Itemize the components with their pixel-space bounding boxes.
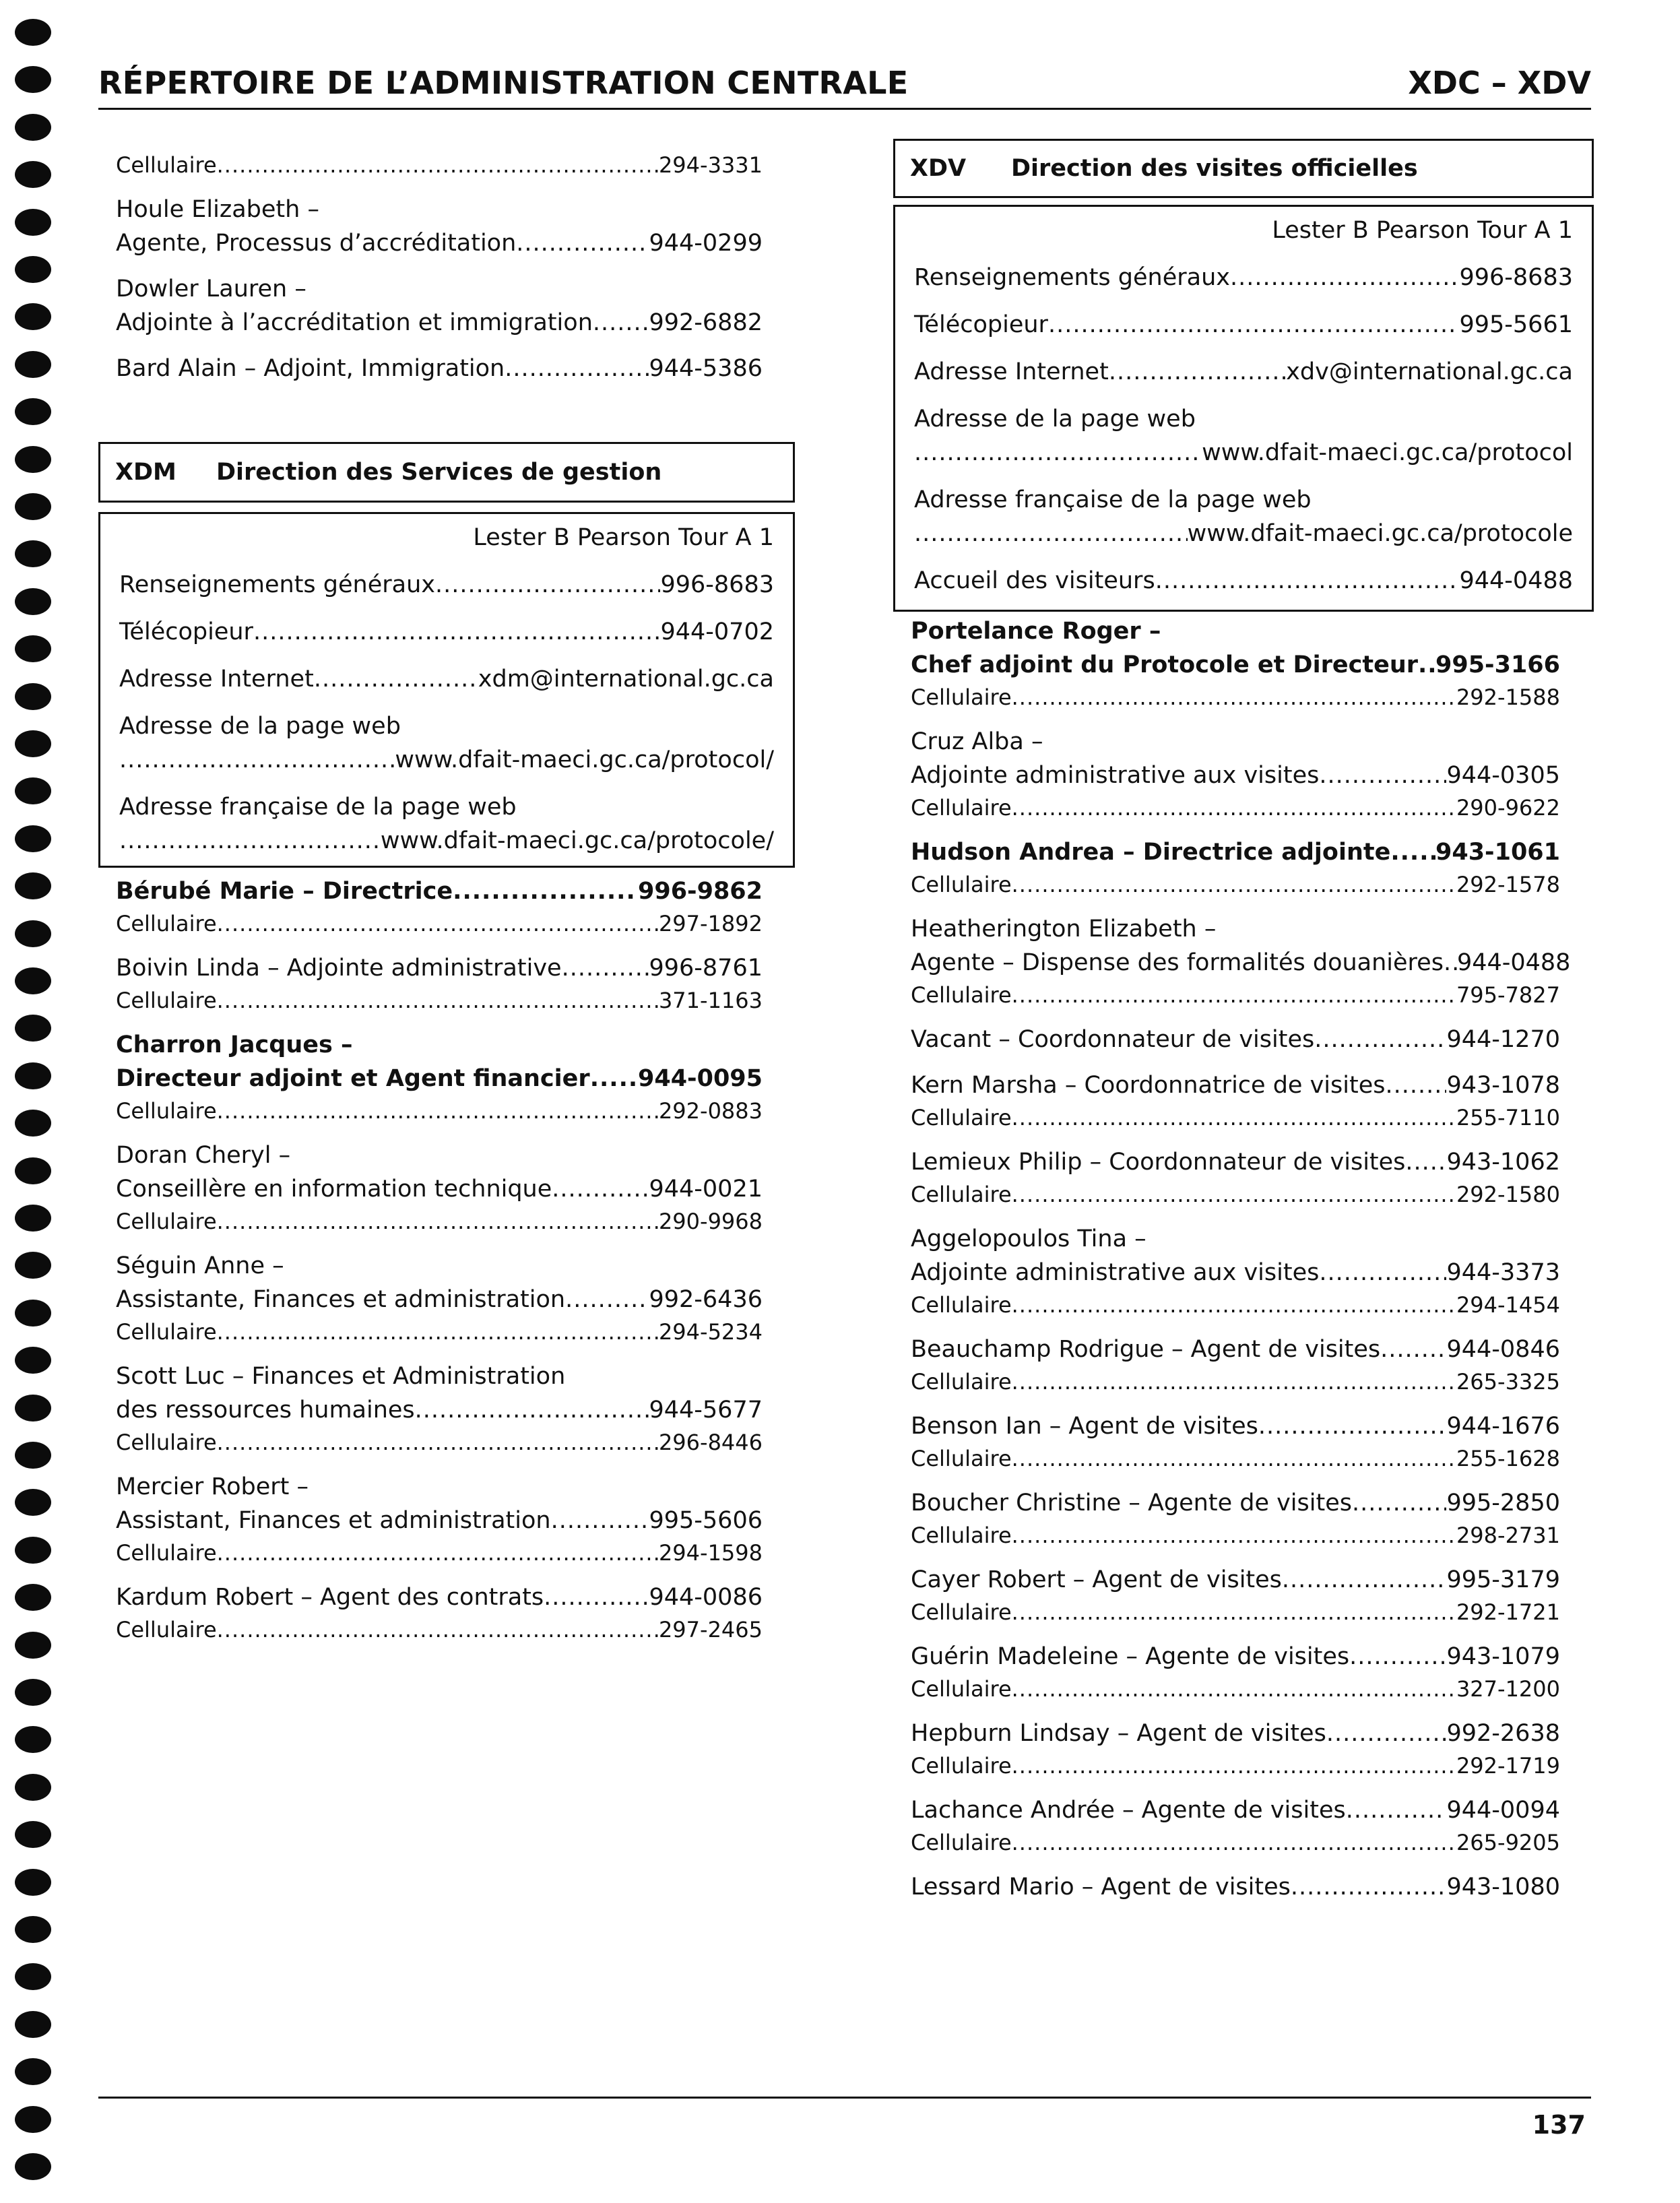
- cell-number: 290-9968: [658, 1209, 763, 1234]
- cell-number: 371-1163: [658, 988, 763, 1013]
- binding-hole: [15, 2153, 51, 2180]
- cell-phone-row: [116, 1095, 763, 1126]
- section-header-xdv: [893, 139, 1594, 198]
- staff-title: des ressources humaines: [116, 1397, 415, 1424]
- phone-number: 995-3179: [1446, 1566, 1560, 1593]
- binding-hole: [15, 1632, 51, 1659]
- cell-number: 292-0883: [658, 1098, 763, 1124]
- section-header-xdm: [98, 442, 795, 503]
- staff-phone-row: [911, 1486, 1560, 1520]
- binding-hole: [15, 635, 51, 662]
- binding-hole: [15, 967, 51, 994]
- cell-label: Cellulaire: [911, 684, 1012, 710]
- staff-name: Scott Luc – Finances et Administration: [116, 1363, 566, 1390]
- cell-number: 292-1580: [1456, 1182, 1560, 1207]
- binding-hole: [15, 1062, 51, 1089]
- staff-phone-row: [911, 1640, 1560, 1673]
- binding-hole: [15, 1963, 51, 1990]
- fax: Télécopieur ..... 995-5661: [914, 308, 1573, 342]
- staff-entry: [116, 1249, 763, 1347]
- staff-title: Vacant – Coordonnateur de visites: [911, 1026, 1315, 1053]
- phone-number: 944-0305: [1446, 762, 1560, 789]
- binding-hole: [15, 209, 51, 236]
- binding-hole: [15, 1157, 51, 1184]
- staff-entry: [911, 1023, 1560, 1056]
- binding-hole: [15, 1015, 51, 1042]
- staff-phone-row: [116, 874, 763, 908]
- staff-entry: [911, 1793, 1560, 1858]
- binding-hole: [15, 1726, 51, 1753]
- cell-label: Cellulaire: [116, 1209, 217, 1234]
- binding-hole: [15, 540, 51, 567]
- binding-hole: [15, 1442, 51, 1469]
- web-address-fr: Adresse française de la page web ..... www.dfait-maeci.gc.ca/protocole/: [119, 790, 774, 858]
- phone-number: 944-0488: [1456, 949, 1571, 976]
- cell-label: Cellulaire: [911, 1753, 1012, 1779]
- section-title: Direction des visites officielles: [1011, 155, 1418, 182]
- staff-entry: [116, 874, 763, 939]
- cell-label: Cellulaire: [116, 911, 217, 936]
- binding-hole: [15, 1347, 51, 1374]
- cell-phone-row: [911, 1597, 1560, 1628]
- binding-hole: [15, 303, 51, 330]
- staff-phone-row: [911, 835, 1560, 869]
- staff-name: Charron Jacques –: [116, 1031, 353, 1058]
- cell-phone-row: [911, 1827, 1560, 1858]
- staff-phone-row: [911, 1145, 1560, 1179]
- staff-phone-row: [911, 1793, 1560, 1827]
- cell-phone-row: [911, 980, 1560, 1011]
- staff-phone-row: [911, 1563, 1560, 1597]
- staff-phone-row: [911, 1870, 1560, 1904]
- cell-phone-row: [911, 1673, 1560, 1704]
- staff-phone-row: [116, 1581, 763, 1614]
- cell-label: Cellulaire: [911, 1599, 1012, 1625]
- cell-number: 292-1721: [1456, 1599, 1560, 1625]
- cell-number: 297-1892: [658, 911, 763, 936]
- staff-title: Kern Marsha – Coordonnatrice de visites: [911, 1072, 1386, 1099]
- staff-entry: [911, 725, 1560, 823]
- cell-label: Cellulaire: [911, 1523, 1012, 1548]
- web-address-fr: Adresse française de la page web ..... www.dfait-maeci.gc.ca/protocole: [914, 483, 1573, 550]
- cell-phone-row: [911, 1750, 1560, 1781]
- cell-phone-row: [911, 1179, 1560, 1210]
- staff-title: Chef adjoint du Protocole et Directeur: [911, 651, 1418, 678]
- phone-number: 944-1270: [1446, 1026, 1560, 1053]
- binding-hole: [15, 730, 51, 757]
- general-info: Renseignements généraux ..... 996-8683: [119, 568, 774, 602]
- cell-phone-row: [911, 792, 1560, 823]
- cell-number: 294-1454: [1456, 1292, 1560, 1318]
- binding-hole: [15, 1300, 51, 1327]
- staff-title: Bérubé Marie – Directrice: [116, 878, 453, 905]
- binding-hole: [15, 1537, 51, 1564]
- staff-entry: [911, 835, 1560, 900]
- staff-phone-row: [116, 1283, 763, 1316]
- phone-number: 943-1079: [1446, 1643, 1560, 1670]
- cell-number: 265-9205: [1456, 1830, 1560, 1855]
- header-rule: [98, 108, 1591, 110]
- staff-phone-row: [116, 1504, 763, 1537]
- phone-number: 944-0094: [1446, 1797, 1560, 1824]
- cell-label: Cellulaire: [116, 1617, 217, 1642]
- phone-number: 996-8761: [649, 955, 763, 982]
- section-code: XDM: [115, 459, 176, 486]
- cell-number: 294-5234: [658, 1319, 763, 1345]
- staff-entry: [911, 1640, 1560, 1704]
- phone-number: 944-0086: [649, 1584, 763, 1611]
- phone-number: 944-5677: [649, 1397, 763, 1424]
- phone-number: 943-1061: [1435, 839, 1560, 866]
- binding-hole: [15, 1774, 51, 1801]
- phone-number: 995-2850: [1446, 1490, 1560, 1516]
- staff-title: Lessard Mario – Agent de visites: [911, 1874, 1291, 1901]
- cell-number: 290-9622: [1456, 795, 1560, 821]
- binding-hole: [15, 1869, 51, 1896]
- staff-entry: [116, 1139, 763, 1237]
- binding-hole: [15, 1489, 51, 1516]
- cell-label: Cellulaire: [911, 872, 1012, 897]
- staff-title: Hepburn Lindsay – Agent de visites: [911, 1720, 1326, 1747]
- binding-hole: [15, 683, 51, 710]
- page-title: RÉPERTOIRE DE L’ADMINISTRATION CENTRALE: [98, 65, 909, 101]
- staff-phone-row: [116, 951, 763, 985]
- binding-hole: [15, 825, 51, 852]
- staff-name: Cruz Alba –: [911, 728, 1043, 755]
- staff-name: Doran Cheryl –: [116, 1142, 291, 1169]
- staff-title: Directeur adjoint et Agent financier: [116, 1065, 590, 1092]
- binding-hole: [15, 1821, 51, 1848]
- cell-number: 297-2465: [658, 1617, 763, 1642]
- cell-phone-row: [911, 1366, 1560, 1397]
- cell-phone-row: [911, 1520, 1560, 1551]
- list-item: Dowler Lauren – Adjointe à l’accréditation et immigration ..... 992-6882: [116, 272, 763, 340]
- cell-phone-row: [911, 1102, 1560, 1133]
- binding-hole: [15, 19, 51, 46]
- staff-entry: [116, 1360, 763, 1458]
- web-address: Adresse de la page web ..... www.dfait-maeci.gc.ca/protocol/: [119, 709, 774, 777]
- xdv-staff-list: [911, 614, 1571, 1904]
- cell-label: Cellulaire: [911, 1369, 1012, 1395]
- binding-hole: [15, 1252, 51, 1279]
- binding-hole: [15, 2058, 51, 2085]
- staff-phone-row: [911, 759, 1560, 792]
- staff-title: Cayer Robert – Agent de visites: [911, 1566, 1282, 1593]
- binding-hole: [15, 256, 51, 283]
- staff-phone-row: [116, 1393, 763, 1427]
- phone-number: 944-1676: [1446, 1413, 1560, 1440]
- cell-number: 255-7110: [1456, 1105, 1560, 1130]
- list-item: Cellulaire ..... 294-3331: [116, 150, 763, 181]
- phone-number: 944-3373: [1446, 1259, 1560, 1286]
- staff-phone-row: [911, 1333, 1560, 1366]
- staff-entry: [911, 614, 1560, 713]
- section-title: Direction des Services de gestion: [216, 459, 662, 486]
- staff-entry: [911, 912, 1571, 1011]
- binding-hole: [15, 398, 51, 425]
- general-info: Renseignements généraux ..... 996-8683: [914, 261, 1573, 294]
- cell-label: Cellulaire: [116, 1098, 217, 1124]
- cell-label: Cellulaire: [911, 1182, 1012, 1207]
- staff-phone-row: [911, 648, 1560, 682]
- cell-number: 292-1588: [1456, 684, 1560, 710]
- fax: Télécopieur ..... 944-0702: [119, 615, 774, 649]
- list-item: Bard Alain – Adjoint, Immigration ..... 944-5386: [116, 352, 763, 385]
- binding-holes: [15, 0, 55, 2203]
- staff-phone-row: [116, 1062, 763, 1095]
- cell-label: Cellulaire: [116, 1430, 217, 1455]
- cell-phone-row: [116, 985, 763, 1016]
- cell-label: Cellulaire: [911, 1446, 1012, 1471]
- staff-entry: [911, 1717, 1560, 1781]
- staff-phone-row: [911, 1256, 1560, 1289]
- phone-number: 996-9862: [638, 878, 763, 905]
- staff-entry: [911, 1563, 1560, 1628]
- staff-title: Conseillère en information technique: [116, 1176, 552, 1203]
- cell-phone-row: [116, 1206, 763, 1237]
- cell-phone-row: [911, 1443, 1560, 1474]
- cell-label: Cellulaire: [116, 1540, 217, 1566]
- binding-hole: [15, 493, 51, 520]
- cell-number: 795-7827: [1456, 982, 1560, 1008]
- phone-number: 992-2638: [1446, 1720, 1560, 1747]
- staff-title: Benson Ian – Agent de visites: [911, 1413, 1258, 1440]
- staff-phone-row: [911, 1023, 1560, 1056]
- staff-entry: [116, 951, 763, 1016]
- list-item: Houle Elizabeth – Agente, Processus d’accréditation ..... 944-0299: [116, 193, 763, 260]
- binding-hole: [15, 777, 51, 804]
- cell-label: Cellulaire: [911, 1105, 1012, 1130]
- binding-hole: [15, 1395, 51, 1422]
- binding-hole: [15, 114, 51, 141]
- cell-label: Cellulaire: [116, 988, 217, 1013]
- cell-number: 294-1598: [658, 1540, 763, 1566]
- email: Adresse Internet ..... xdm@international.gc.ca: [119, 662, 774, 696]
- cell-phone-row: [116, 908, 763, 939]
- staff-title: Lemieux Philip – Coordonnateur de visites: [911, 1149, 1406, 1176]
- reception: Accueil des visiteurs ..... 944-0488: [914, 564, 1573, 598]
- staff-title: Assistant, Finances et administration: [116, 1507, 551, 1534]
- staff-title: Beauchamp Rodrigue – Agent de visites: [911, 1336, 1381, 1363]
- binding-hole: [15, 66, 51, 93]
- location: Lester B Pearson Tour A 1: [473, 524, 774, 551]
- staff-title: Boucher Christine – Agente de visites: [911, 1490, 1352, 1516]
- staff-entry: [911, 1333, 1560, 1397]
- cell-phone-row: [116, 1537, 763, 1568]
- cell-number: 292-1578: [1456, 872, 1560, 897]
- cell-number: 292-1719: [1456, 1753, 1560, 1779]
- cell-phone-row: [911, 1289, 1560, 1320]
- email: Adresse Internet ..... xdv@international.gc.ca: [914, 355, 1573, 389]
- cell-number: 298-2731: [1456, 1523, 1560, 1548]
- contact-box-xdv: [893, 205, 1594, 612]
- binding-hole: [15, 351, 51, 378]
- staff-title: Kardum Robert – Agent des contrats: [116, 1584, 544, 1611]
- binding-hole: [15, 920, 51, 947]
- binding-hole: [15, 588, 51, 615]
- staff-title: Hudson Andrea – Directrice adjointe: [911, 839, 1391, 866]
- cell-number: 296-8446: [658, 1430, 763, 1455]
- cell-label: Cellulaire: [116, 1319, 217, 1345]
- binding-hole: [15, 1916, 51, 1943]
- staff-title: Guérin Madeleine – Agente de visites: [911, 1643, 1350, 1670]
- phone-number: 943-1080: [1446, 1874, 1560, 1901]
- web-address: Adresse de la page web ..... www.dfait-maeci.gc.ca/protocol: [914, 402, 1573, 470]
- binding-hole: [15, 1584, 51, 1611]
- code-range: XDC – XDV: [1408, 65, 1591, 101]
- cell-label: Cellulaire: [911, 982, 1012, 1008]
- binding-hole: [15, 1679, 51, 1706]
- binding-hole: [15, 161, 51, 188]
- phone-number: 992-6436: [649, 1286, 763, 1313]
- staff-entry: [116, 1028, 763, 1126]
- staff-entry: [911, 1409, 1560, 1474]
- binding-hole: [15, 2106, 51, 2133]
- staff-title: Adjointe administrative aux visites: [911, 762, 1320, 789]
- cell-phone-row: [911, 682, 1560, 713]
- cell-phone-row: [116, 1316, 763, 1347]
- staff-title: Assistante, Finances et administration: [116, 1286, 566, 1313]
- staff-phone-row: [116, 1172, 763, 1206]
- phone-number: 943-1078: [1446, 1072, 1560, 1099]
- staff-phone-row: [911, 1409, 1560, 1443]
- cell-number: 327-1200: [1456, 1676, 1560, 1702]
- staff-title: Agente – Dispense des formalités douanières: [911, 949, 1444, 976]
- staff-entry: [911, 1222, 1560, 1320]
- cell-phone-row: [116, 1427, 763, 1458]
- staff-name: Mercier Robert –: [116, 1473, 309, 1500]
- staff-name: Aggelopoulos Tina –: [911, 1225, 1146, 1252]
- staff-entry: [911, 1145, 1560, 1210]
- xdm-staff-list: [116, 874, 763, 1645]
- staff-phone-row: [911, 1068, 1560, 1102]
- location: Lester B Pearson Tour A 1: [1272, 217, 1573, 244]
- cell-label: Cellulaire: [911, 1676, 1012, 1702]
- staff-entry: [911, 1068, 1560, 1133]
- page-number: 137: [1532, 2110, 1586, 2140]
- staff-name: Portelance Roger –: [911, 618, 1161, 645]
- cell-phone-row: [911, 869, 1560, 900]
- cell-phone-row: [116, 1614, 763, 1645]
- phone-number: 995-5606: [649, 1507, 763, 1534]
- binding-hole: [15, 1205, 51, 1232]
- staff-phone-row: [911, 1717, 1560, 1750]
- phone-number: 943-1062: [1446, 1149, 1560, 1176]
- staff-name: Séguin Anne –: [116, 1252, 284, 1279]
- staff-entry: [911, 1486, 1560, 1551]
- phone-number: 995-3166: [1435, 651, 1560, 678]
- staff-title: Adjointe administrative aux visites: [911, 1259, 1320, 1286]
- binding-hole: [15, 2011, 51, 2038]
- binding-hole: [15, 446, 51, 473]
- phone-number: 944-0846: [1446, 1336, 1560, 1363]
- staff-phone-row: [911, 946, 1571, 980]
- staff-name: Heatherington Elizabeth –: [911, 916, 1217, 943]
- cell-label: Cellulaire: [911, 1830, 1012, 1855]
- cell-number: 255-1628: [1456, 1446, 1560, 1471]
- phone-number: 944-0021: [649, 1176, 763, 1203]
- staff-entry: [116, 1470, 763, 1568]
- binding-hole: [15, 872, 51, 899]
- footer-rule: [98, 2097, 1591, 2099]
- cell-number: 265-3325: [1456, 1369, 1560, 1395]
- left-top-list: [116, 150, 763, 385]
- cell-label: Cellulaire: [911, 1292, 1012, 1318]
- binding-hole: [15, 1110, 51, 1137]
- staff-entry: [911, 1870, 1560, 1904]
- section-code: XDV: [910, 155, 967, 182]
- staff-entry: [116, 1581, 763, 1645]
- phone-number: 944-0095: [638, 1065, 763, 1092]
- staff-title: Lachance Andrée – Agente de visites: [911, 1797, 1346, 1824]
- contact-box-xdm: [98, 512, 795, 868]
- cell-label: Cellulaire: [911, 795, 1012, 821]
- staff-title: Boivin Linda – Adjointe administrative: [116, 955, 562, 982]
